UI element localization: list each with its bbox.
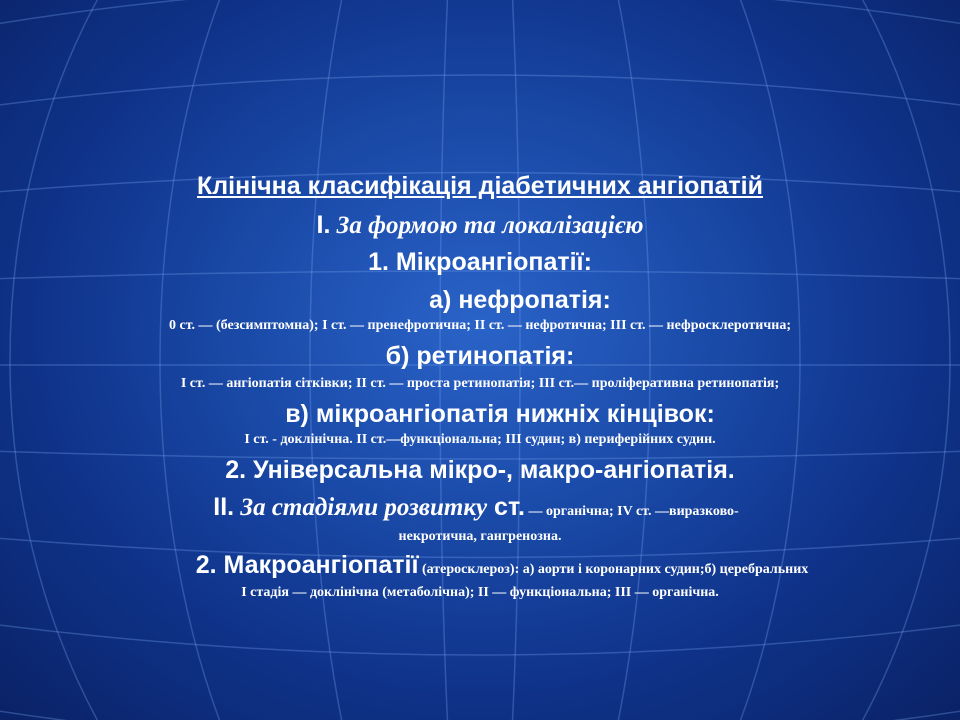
lower-limbs-stages: I ст. - доклінічна. II ст.—функціональна; III судин; в) периферійних судин. (244, 432, 716, 447)
section-1-heading (0, 211, 960, 240)
section-2-tail-continued: некротична, гангренозна. (398, 529, 562, 544)
macroangiopathy-heading: 2. Макроангіопатії (195, 551, 419, 579)
slide-title: Клінічна класифікація діабетичних ангіопатій (197, 172, 763, 200)
section-1-text: За формою та локалізацією (330, 212, 644, 239)
section-2-heading (0, 493, 956, 522)
universal-angiopathy: 2. Універсальна мікро-, макро-ангіопатія. (225, 456, 735, 484)
section-2-numeral: II. (213, 493, 235, 521)
macroangiopathy-detail: (атеросклероз): а) аорти і коронарних судин;б) церебральних (418, 562, 809, 577)
section-2-st: ст. (487, 493, 525, 521)
nephropathy-stages: 0 ст. — (безсимптомна); I ст. — пренефротична; II ст. — нефротична; III ст. — нефросклеротична; (168, 318, 791, 333)
lower-limbs-heading: в) мікроангіопатія нижніх кінцівок: (285, 400, 715, 428)
microangiopathy-heading: 1. Мікроангіопатії: (368, 248, 592, 276)
retinopathy-heading: б) ретинопатія: (385, 342, 575, 370)
section-2-tail: — органічна; IV ст. —виразково- (524, 504, 739, 519)
section-2-text: За стадіями розвитку (234, 494, 488, 521)
macroangiopathy-line (22, 551, 960, 580)
section-1-numeral: I. (316, 211, 331, 239)
nephropathy-heading: а) нефропатія: (429, 286, 611, 314)
retinopathy-stages: I ст. — ангіопатія сітківки; II ст. — проста ретинопатія; III ст.— проліферативна ретинопатія; (180, 376, 780, 391)
macroangiopathy-stages: I стадія — доклінічна (метаболічна); II — функціональна; III — органічна. (241, 585, 719, 600)
